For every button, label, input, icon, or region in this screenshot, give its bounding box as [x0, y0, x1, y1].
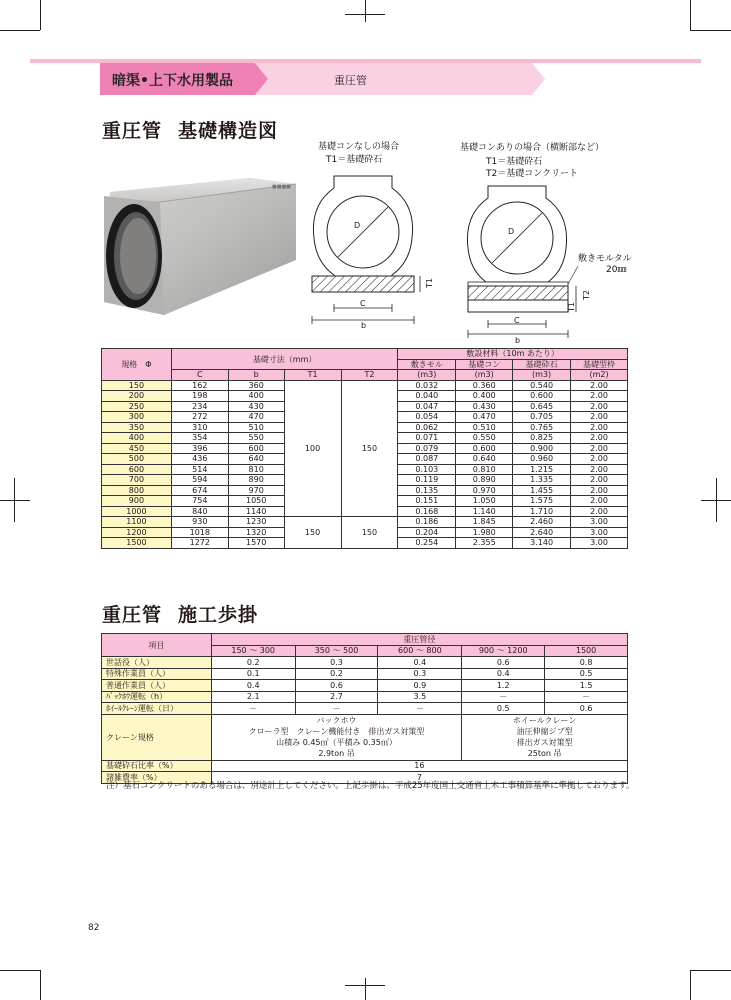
table-cell: －	[211, 703, 295, 715]
header-band-light	[250, 63, 545, 95]
table-cell: 890	[228, 475, 284, 486]
crop-mark	[40, 0, 41, 30]
th-diameter: 重圧管径	[211, 634, 627, 646]
table-cell: 16	[211, 760, 627, 772]
table-cell: 1.2	[462, 680, 545, 692]
crane-spec-line: 山積み 0.45㎥（平積み 0.35㎥）	[276, 738, 397, 747]
table-cell: 0.400	[456, 391, 513, 402]
diagram-a-dim-d: D	[354, 221, 361, 230]
table-cell: 0.470	[456, 412, 513, 423]
table-cell: 0.960	[513, 454, 571, 465]
table-cell: 3.00	[571, 517, 628, 528]
table-cell: 600	[102, 464, 172, 475]
table-cell: 0.032	[398, 380, 456, 391]
crane-spec-wheel	[462, 714, 628, 760]
table-cell: 1.140	[456, 506, 513, 517]
product-title: 重圧管	[334, 74, 367, 87]
diagram-a-dim-t1: T1	[425, 278, 434, 288]
crop-mark	[690, 0, 691, 30]
table-cell: 0.6	[545, 703, 628, 715]
table-cell: －	[378, 703, 462, 715]
table-cell: 0.5	[545, 668, 628, 680]
table-cell: 2.00	[571, 380, 628, 391]
table-cell: 1500	[102, 538, 172, 549]
table-cell: 1200	[102, 527, 172, 538]
table-cell: 272	[171, 412, 228, 423]
labor-table	[101, 633, 628, 784]
table-cell: 0.510	[456, 422, 513, 433]
th-range: 150 ～ 300	[211, 645, 295, 657]
table-row-crane	[102, 714, 628, 760]
table-cell: 0.054	[398, 412, 456, 423]
crop-mark	[345, 985, 385, 986]
th-form: 基礎型枠	[571, 359, 628, 370]
table-cell: 1.5	[545, 680, 628, 692]
table-cell: 1.455	[513, 485, 571, 496]
section-title-main: 重圧管	[102, 604, 163, 626]
diagram-b	[456, 182, 596, 347]
table-cell: 700	[102, 475, 172, 486]
table-cell: 0.9	[378, 680, 462, 692]
table-cell: 1.335	[513, 475, 571, 486]
table-cell: 640	[228, 454, 284, 465]
table-cell: 0.3	[295, 657, 378, 669]
table-row	[102, 691, 628, 703]
table-cell: 310	[171, 422, 228, 433]
table-cell: 0.2	[295, 668, 378, 680]
table-cell: 1.575	[513, 496, 571, 507]
table-cell: 550	[228, 433, 284, 444]
table-cell: 3.5	[378, 691, 462, 703]
diagram-b-dim-d: D	[508, 227, 515, 236]
diagram-b-dim-c: C	[514, 316, 520, 325]
crop-mark	[690, 970, 691, 1000]
crane-spec-line: クローラ型 クレーン機能付き 排出ガス対策型	[248, 727, 425, 736]
table-cell: 162	[171, 380, 228, 391]
section-title-sub: 施工歩掛	[178, 604, 259, 626]
th-c: C	[171, 370, 228, 381]
diagram-a-dim-b: b	[361, 321, 367, 330]
table-cell: 436	[171, 454, 228, 465]
table-cell: 0.4	[378, 657, 462, 669]
table-cell: 150	[341, 380, 398, 517]
table-cell: 0.103	[398, 464, 456, 475]
table-cell: 2.00	[571, 391, 628, 402]
th-t1: T1	[284, 370, 341, 381]
th-range: 900 ～ 1200	[462, 645, 545, 657]
table-cell: 0.186	[398, 517, 456, 528]
mortar-label: 敷きモルタル	[578, 254, 632, 264]
table-cell: 2.00	[571, 464, 628, 475]
table-cell: 1018	[171, 527, 228, 538]
pipe-photo	[100, 170, 300, 320]
table-cell: －	[545, 691, 628, 703]
row-label: 普通作業員（人）	[102, 680, 212, 692]
table-cell: 1320	[228, 527, 284, 538]
table-cell: 2.00	[571, 475, 628, 486]
table-cell: 150	[102, 380, 172, 391]
crop-mark	[0, 970, 40, 971]
table-cell: 150	[341, 517, 398, 549]
row-label: 特殊作業員（人）	[102, 668, 212, 680]
table-cell: 0.151	[398, 496, 456, 507]
table-cell: 360	[228, 380, 284, 391]
th-unit-concrete: (m3)	[456, 370, 513, 381]
crop-mark	[365, 0, 366, 22]
th-unit-gravel: (m3)	[513, 370, 571, 381]
crop-mark	[365, 978, 366, 1000]
crane-spec-line: 排出ガス対策型	[516, 738, 573, 747]
table-row	[102, 680, 628, 692]
th-unit-mortar: (m3)	[398, 370, 456, 381]
table-cell: 396	[171, 443, 228, 454]
th-mortar: 敷きモル	[398, 359, 456, 370]
diagram-a	[306, 170, 446, 330]
table-cell: 0.062	[398, 422, 456, 433]
table-cell: 930	[171, 517, 228, 528]
crane-spec-line: 2.9ton 吊	[318, 749, 355, 758]
th-unit-form: (m2)	[571, 370, 628, 381]
table-cell: 754	[171, 496, 228, 507]
table-cell: 0.119	[398, 475, 456, 486]
labor-table-body	[102, 657, 628, 784]
table-cell: 2.00	[571, 433, 628, 444]
table-cell: 0.900	[513, 443, 571, 454]
th-b: b	[228, 370, 284, 381]
table-cell: 300	[102, 412, 172, 423]
table-cell: 0.600	[513, 391, 571, 402]
page-number: 82	[88, 923, 100, 933]
table-cell: 0.047	[398, 401, 456, 412]
row-label: 世話役（人）	[102, 657, 212, 669]
crane-spec-line: ホイールクレーン	[512, 716, 577, 725]
header-band	[100, 63, 700, 95]
table-cell: 2.7	[295, 691, 378, 703]
table-cell: 0.645	[513, 401, 571, 412]
table-cell: 0.079	[398, 443, 456, 454]
th-range: 600 ～ 800	[378, 645, 462, 657]
footnote: 注）基石コンクリートのある場合は、別途計上してください。上記歩掛は、平成25年度国土交通省土木工事積算基準に準拠しております。	[106, 781, 635, 791]
table-cell: 234	[171, 401, 228, 412]
table-cell: 600	[228, 443, 284, 454]
table-cell: 2.00	[571, 401, 628, 412]
table-cell: 1000	[102, 506, 172, 517]
table-cell: 2.1	[211, 691, 295, 703]
table-cell: 354	[171, 433, 228, 444]
table-cell: 0.6	[295, 680, 378, 692]
th-t2: T2	[341, 370, 398, 381]
table-cell: 1570	[228, 538, 284, 549]
table-cell: 1050	[228, 496, 284, 507]
table-cell: 200	[102, 391, 172, 402]
table-cell: 0.550	[456, 433, 513, 444]
table-cell: 1140	[228, 506, 284, 517]
crop-mark	[14, 478, 15, 522]
table-cell: 450	[102, 443, 172, 454]
row-label: 諸雑費率（%）	[102, 772, 212, 784]
table-cell: 0.4	[211, 680, 295, 692]
th-concrete: 基礎コン	[456, 359, 513, 370]
table-cell: 0.600	[456, 443, 513, 454]
th-size: 規格 Φ	[102, 349, 172, 381]
mortar-size: 20㎜	[606, 265, 627, 275]
table-cell: 500	[102, 454, 172, 465]
table-cell: 2.640	[513, 527, 571, 538]
table-cell: 594	[171, 475, 228, 486]
diagram-b-dim-b: b	[515, 336, 521, 345]
table-cell: 0.168	[398, 506, 456, 517]
crane-spec-line: 油圧伸縮ジブ型	[516, 727, 573, 736]
table-cell: 1230	[228, 517, 284, 528]
svg-text:■■■■: ■■■■	[272, 184, 291, 190]
crane-spec-backhoe	[211, 714, 461, 760]
crop-mark	[345, 14, 385, 15]
table-cell: 0.3	[378, 668, 462, 680]
table-cell: 0.540	[513, 380, 571, 391]
table-cell: 674	[171, 485, 228, 496]
table-cell: 0.040	[398, 391, 456, 402]
table-cell: 2.00	[571, 412, 628, 423]
table-cell: 0.360	[456, 380, 513, 391]
section-title-labor	[102, 600, 258, 627]
th-materials: 敷設材料（10m あたり）	[398, 349, 628, 360]
table-cell: 970	[228, 485, 284, 496]
table-cell: 1.710	[513, 506, 571, 517]
table-cell: 1.845	[456, 517, 513, 528]
diagram-a-dim-c: C	[360, 299, 366, 308]
table-cell: 2.00	[571, 506, 628, 517]
table-cell: 1272	[171, 538, 228, 549]
table-cell: 2.00	[571, 422, 628, 433]
th-gravel: 基礎砕石	[513, 359, 571, 370]
table-cell: 0.4	[462, 668, 545, 680]
category-title: 暗渠•上下水用製品	[112, 73, 233, 89]
table-cell: 3.140	[513, 538, 571, 549]
table-cell: 0.640	[456, 454, 513, 465]
table-cell: 150	[284, 517, 341, 549]
crop-mark	[690, 30, 731, 31]
section-title-sub: 基礎構造図	[178, 120, 279, 142]
section-title-main: 重圧管	[102, 120, 163, 142]
table-cell: 0.087	[398, 454, 456, 465]
table-cell: 0.890	[456, 475, 513, 486]
crop-mark	[0, 500, 30, 501]
table-cell: 250	[102, 401, 172, 412]
crop-mark	[690, 970, 731, 971]
th-range: 1500	[545, 645, 628, 657]
table-cell: 7	[211, 772, 627, 784]
diagram-a-legend: T1＝基礎砕石	[326, 155, 383, 165]
table-cell: －	[295, 703, 378, 715]
table-cell: 1100	[102, 517, 172, 528]
table-cell: 350	[102, 422, 172, 433]
table-cell: 0.254	[398, 538, 456, 549]
crop-mark	[40, 970, 41, 1000]
table-cell: 0.135	[398, 485, 456, 496]
table-cell: 400	[228, 391, 284, 402]
crane-spec-line: 25ton 吊	[527, 749, 562, 758]
table-cell: 1.980	[456, 527, 513, 538]
crop-mark	[716, 478, 717, 522]
diagram-b-legend-1: T1＝基礎砕石	[486, 157, 543, 167]
table-cell: 0.5	[462, 703, 545, 715]
th-dims: 基礎寸法（mm）	[171, 349, 398, 370]
crane-spec-line: バックホウ	[316, 716, 357, 725]
table-cell: 3.00	[571, 538, 628, 549]
table-row	[102, 517, 628, 528]
table-cell: 800	[102, 485, 172, 496]
row-label: 基礎砕石比率（%）	[102, 760, 212, 772]
table-cell: 198	[171, 391, 228, 402]
table-row	[102, 760, 628, 772]
section-title-structure	[102, 116, 278, 143]
table-cell: 2.00	[571, 485, 628, 496]
diagram-b-dim-t1: T1	[567, 302, 576, 312]
table-row	[102, 657, 628, 669]
table-cell: 0.825	[513, 433, 571, 444]
table-cell: 0.071	[398, 433, 456, 444]
table-cell: 0.970	[456, 485, 513, 496]
foundation-table	[101, 348, 628, 549]
table-cell: 100	[284, 380, 341, 517]
table-cell: 0.810	[456, 464, 513, 475]
table-cell: 0.2	[211, 657, 295, 669]
table-cell: 470	[228, 412, 284, 423]
table-cell: 840	[171, 506, 228, 517]
table-cell: 0.765	[513, 422, 571, 433]
table-cell: 430	[228, 401, 284, 412]
diagram-a-caption: 基礎コンなしの場合	[318, 142, 400, 152]
foundation-table-body	[102, 380, 628, 548]
row-label: クレーン規格	[102, 714, 212, 760]
table-cell: 0.430	[456, 401, 513, 412]
crop-mark	[0, 30, 40, 31]
table-cell: 2.00	[571, 454, 628, 465]
table-cell: 810	[228, 464, 284, 475]
table-row	[102, 380, 628, 391]
row-label: ﾎｲｰﾙｸﾚｰﾝ運転（日）	[102, 703, 212, 715]
table-cell: 400	[102, 433, 172, 444]
table-cell: 3.00	[571, 527, 628, 538]
table-cell: 510	[228, 422, 284, 433]
table-cell: 0.8	[545, 657, 628, 669]
table-cell: 900	[102, 496, 172, 507]
table-cell: 2.355	[456, 538, 513, 549]
diagram-b-dim-t2: T2	[582, 290, 591, 300]
table-cell: 514	[171, 464, 228, 475]
diagram-b-caption: 基礎コンありの場合（横断部など）	[460, 143, 605, 153]
table-cell: 2.00	[571, 496, 628, 507]
table-row	[102, 668, 628, 680]
table-cell: －	[462, 691, 545, 703]
diagram-b-legend-2: T2＝基礎コンクリート	[486, 169, 579, 179]
table-cell: 1.215	[513, 464, 571, 475]
table-cell: 0.1	[211, 668, 295, 680]
table-cell: 0.204	[398, 527, 456, 538]
th-range: 350 ～ 500	[295, 645, 378, 657]
table-cell: 2.460	[513, 517, 571, 528]
table-cell: 1.050	[456, 496, 513, 507]
th-item: 項目	[102, 634, 212, 657]
table-row	[102, 703, 628, 715]
row-label: ﾊﾞｯｸﾎｳ運転（h）	[102, 691, 212, 703]
table-cell: 0.705	[513, 412, 571, 423]
table-cell: 0.6	[462, 657, 545, 669]
table-cell: 2.00	[571, 443, 628, 454]
